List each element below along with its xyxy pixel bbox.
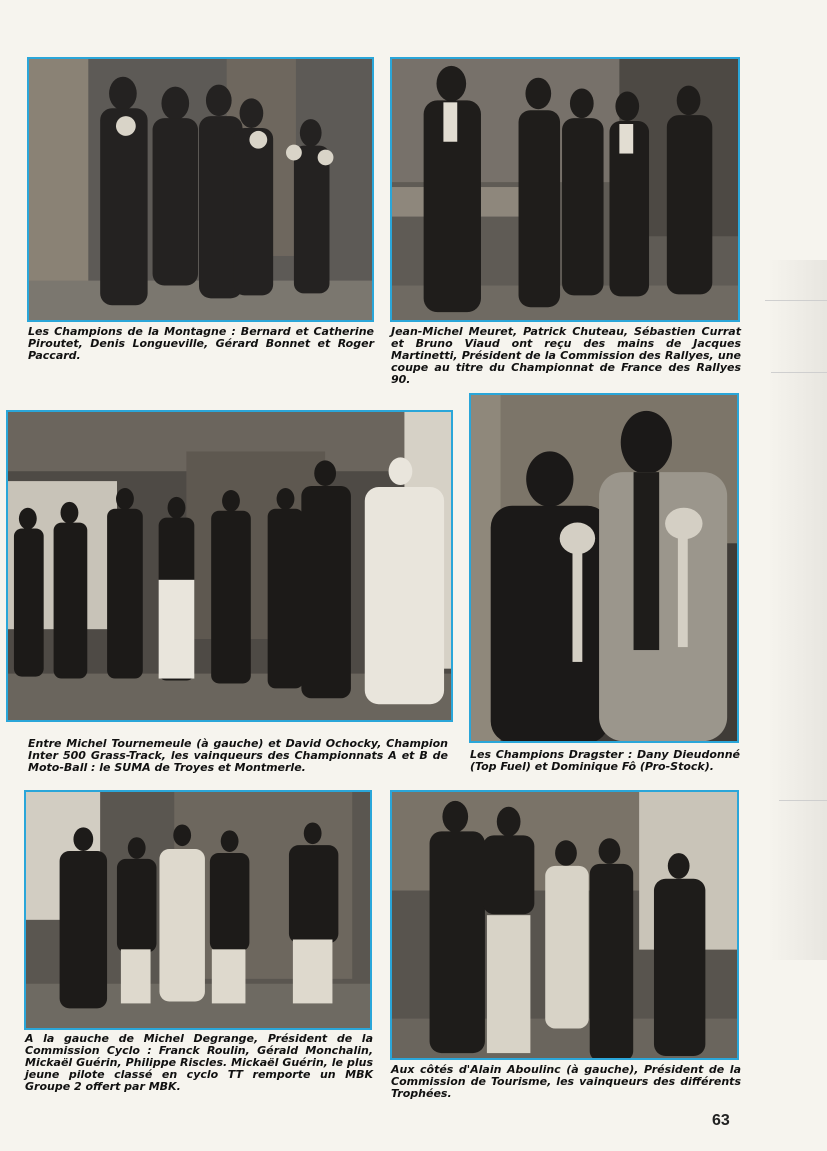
photo-caption: A la gauche de Michel Degrange, Président de la Commission Cyclo : Franck Roulin, Gérald Monchalin, Mickaël Guérin, Philippe Riscles. Mickaël Guérin, le plus jeune pilote classé en cyclo TT remporte un MBK Groupe 2 offert par MBK. [25,1032,373,1093]
photo-rally-champions-image [392,59,738,320]
photo-rally-champions [390,57,740,322]
photo-caption: Jean-Michel Meuret, Patrick Chuteau, Sébastien Currat et Bruno Viaud ont reçu des mains de Jacques Martinetti, Président de la Commission des Rallyes, une coupe au titre du Championnat de France des Rallyes 90. [391,325,741,386]
photo-caption: Les Champions Dragster : Dany Dieudonné (Top Fuel) et Dominique Fô (Pro-Stock). [470,748,740,773]
photo-motoball-champions-image [8,412,451,720]
photo-cyclo-champions-image [26,792,370,1028]
photo-dragster-champions-image [471,395,737,741]
photo-tourism-champions [390,790,739,1060]
edge-divider [765,300,827,301]
adjacent-page-edge [767,260,827,960]
photo-mountain-champions [27,57,374,322]
edge-divider [779,800,827,801]
photo-cyclo-champions [24,790,372,1030]
page-number: 63 [712,1112,730,1129]
edge-divider [771,372,827,373]
photo-tourism-champions-image [392,792,737,1058]
photo-dragster-champions [469,393,739,743]
photo-caption: Aux côtés d'Alain Aboulinc (à gauche), Président de la Commission de Tourisme, les vainqueurs des différents Trophées. [391,1063,741,1100]
photo-mountain-champions-image [29,59,372,320]
photo-caption: Entre Michel Tournemeule (à gauche) et David Ochocky, Champion Inter 500 Grass-Track, les vainqueurs des Championnats A et B de Moto-Ball : le SUMA de Troyes et Montmerle. [28,737,448,774]
photo-motoball-champions [6,410,453,722]
photo-caption: Les Champions de la Montagne : Bernard et Catherine Piroutet, Denis Longueville, Gérard Bonnet et Roger Paccard. [28,325,374,362]
